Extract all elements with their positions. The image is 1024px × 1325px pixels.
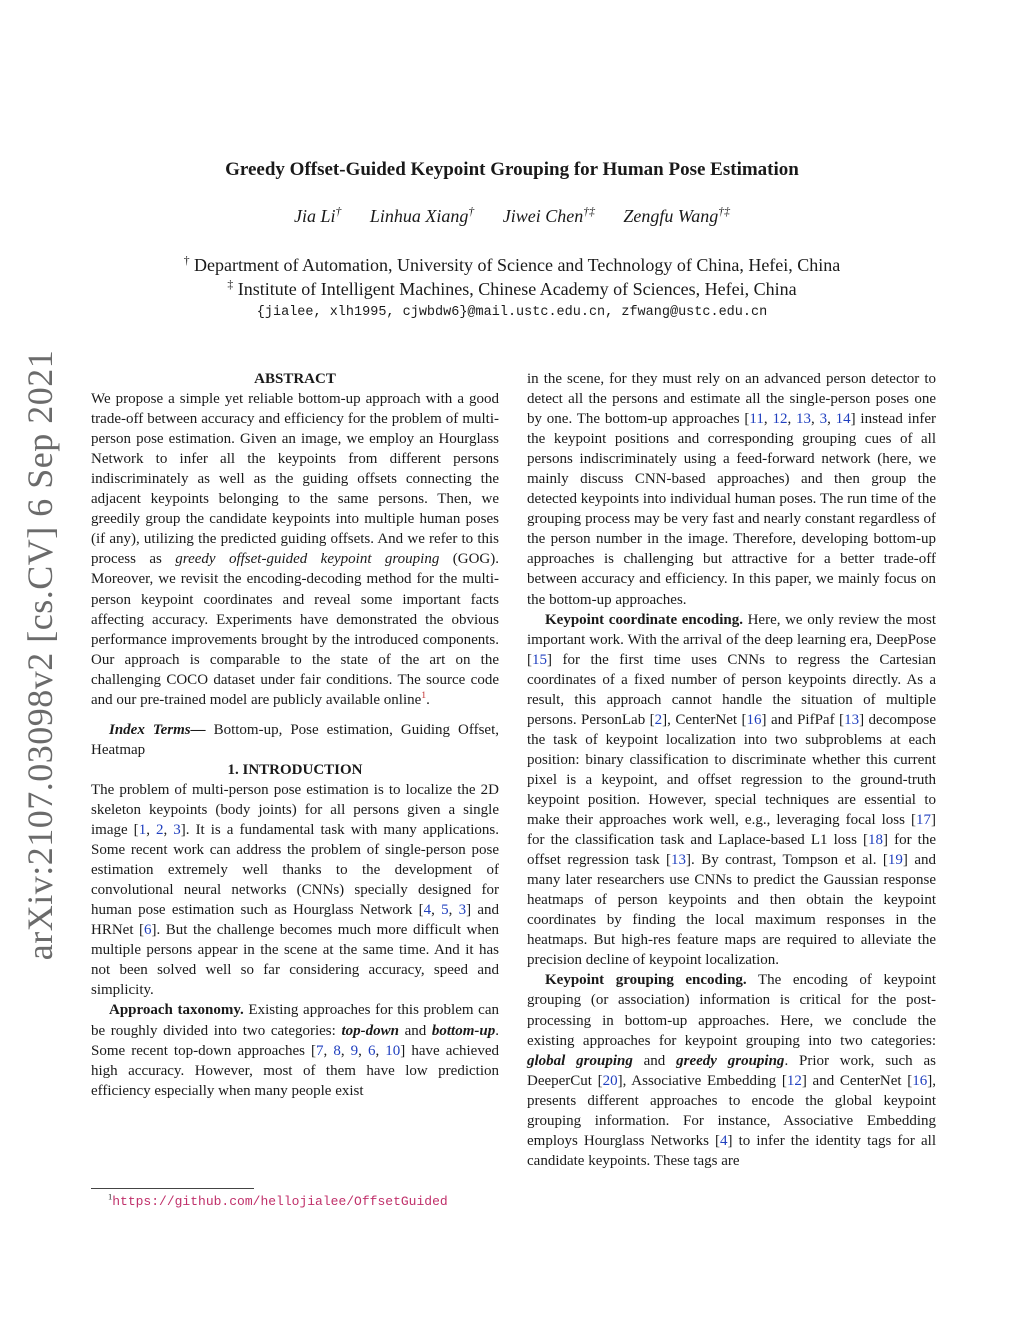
citation-link[interactable]: 13 — [671, 852, 687, 869]
citation-link[interactable]: 18 — [868, 832, 884, 849]
arxiv-stamp — [10, 349, 70, 961]
citation-link[interactable]: 5 — [441, 902, 449, 919]
citation-link[interactable]: 10 — [385, 1042, 401, 1059]
citation-link[interactable]: 12 — [786, 1072, 802, 1089]
right-column — [527, 369, 936, 1171]
citation-link[interactable]: 2 — [155, 822, 164, 839]
citation-link[interactable]: 6 — [144, 922, 152, 939]
citation-link[interactable]: 3 — [458, 902, 467, 919]
intro-paragraph: The problem of multi-person pose estimation is to localize the 2D skeleton keypoints (body joints) for all persons given a single image [1, 2, 3]. It is a fundamental task with many applications. Some recent work can address the problem of single-person pose estimation extremely well thanks to the development of convolutional neural networks (CNNs) specially designed for human pose estimation such as Hourglass Network [4, 5, 3] and HRNet [6]. But the challenge becomes much more difficult when multiple persons appear in the scene at the same time. And it has not been solved well so far considering accuracy, speed and simplicity. — [91, 781, 500, 999]
citation-link[interactable]: 2 — [654, 711, 663, 728]
abstract-text: We propose a simple yet reliable bottom-up approach with a good trade-off between accuracy and efficiency for the problem of multi-person pose estimation. Given an image, we employ an Hourglass Network to infer all the keypoints from different persons indiscriminately as well as the guiding offsets connecting the adjacent keypoints belonging to the same persons. Then, we greedily group the candidate keypoints into multiple human poses (if any), utilizing the predicted guiding offsets. And we refer to this process as greedy offset-guided keypoint grouping (GOG). Moreover, we revisit the encoding-decoding method for the multi-person keypoint coordinates and reveal some important facts affecting accuracy. Experiments have demonstrated the obvious performance improvements brought by the introduced components. Our approach is comparable to the state of the art on the challenging COCO dataset under fair conditions. The source code and our pre-trained model are publicly available online$^1$. — [91, 391, 499, 708]
citation-link[interactable]: 11 — [749, 411, 764, 428]
arxiv-id: arXiv:2107.03098v2 [cs.CV] 6 Sep 2021 — [20, 349, 61, 961]
affiliation: † Department of Automation, University of Science and Technology of China, Hefei, China — [183, 254, 841, 275]
citation-link[interactable]: 3 — [819, 411, 828, 428]
bottom-up-paragraph: in the scene, for they must rely on an advanced person detector to detect all the persons and estimate all the single-person poses one by one. The bottom-up approaches [11, 12, 13, 3, 14] instead infer the keypoint positions and corresponding grouping cues of all persons indiscriminately using a feed-forward network (here, we mainly discuss CNN-based approaches) and then group the detected keypoints into individual human poses. The run time of the grouping process may be very fast and nearly constant regardless of the person number in the image. Therefore, developing bottom-up approaches is challenging but attractive for a better trade-off between accuracy and efficiency. In this paper, we mainly focus on the bottom-up approaches. — [527, 371, 937, 608]
author: Zengfu Wang†‡ — [623, 205, 730, 226]
citation-link[interactable]: 8 — [333, 1042, 341, 1059]
citation-link[interactable]: 16 — [746, 711, 762, 728]
citation-link[interactable]: 15 — [532, 651, 547, 668]
footnote: $^1$https://github.com/hellojialee/OffsetGuided — [108, 1191, 448, 1209]
citation-link[interactable]: 6 — [367, 1042, 376, 1059]
citation-link[interactable]: 1 — [138, 822, 147, 839]
citation-link[interactable]: 12 — [772, 411, 788, 428]
footnote-url-link[interactable]: https://github.com/hellojialee/OffsetGuided — [112, 1194, 448, 1209]
author-list — [0, 206, 1024, 227]
citation-link[interactable]: 4 — [423, 902, 432, 919]
approach-taxonomy-paragraph: Approach taxonomy. Existing approaches for this problem can be roughly divided into two categories: top-down and bottom-up. Some recent top-down approaches [7, 8, 9, 6, 10] have achieved high accuracy. However, most of them have low prediction efficiency especially when many people exist — [91, 1002, 499, 1099]
index-terms: Index Terms— Bottom-up, Pose estimation, Guiding Offset, Heatmap — [91, 721, 499, 758]
author: Jiwei Chen†‡ — [502, 205, 595, 226]
citation-link[interactable]: 9 — [350, 1042, 359, 1059]
introduction-heading: 1. INTRODUCTION — [227, 761, 363, 778]
coordinate-encoding-paragraph: Keypoint coordinate encoding. Here, we only review the most important work. With the arrival of the deep learning era, DeepPose [15] for the first time uses CNNs to regress the Cartesian coordinates of a fixed number of person keypoints directly. As a result, this approach cannot handle the situation of multiple persons. PersonLab [2], CenterNet [16] and PifPaf [13] decompose the task of keypoint localization into two subproblems at each position: binary classification to discriminate whether this current pixel is a keypoint, and offset regression to the ground-truth keypoint position. However, special techniques are essential to make their approaches work well, e.g., leveraging focal loss [17] for the classification task and Laplace-based L1 loss [18] for the offset regression task [13]. By contrast, Tompson et al. [19] and many later researchers use CNNs to predict the Gaussian response heatmaps of person keypoints and then obtain the keypoint coordinates by finding the local maximum responses in the heatmaps. But high-res feature maps are required to alleviate the precision decline of keypoint localization. — [527, 611, 937, 969]
paper-title: Greedy Offset-Guided Keypoint Grouping for Human Pose Estimation — [225, 159, 799, 180]
citation-link[interactable]: 3 — [173, 822, 181, 839]
footnote-ref[interactable]: 1 — [421, 689, 427, 701]
citation-link[interactable]: 14 — [835, 411, 851, 428]
citation-link[interactable]: 17 — [916, 812, 931, 829]
citation-link[interactable]: 13 — [844, 711, 860, 728]
citation-link[interactable]: 4 — [720, 1132, 728, 1149]
citation-link[interactable]: 16 — [912, 1072, 928, 1089]
affiliation: ‡ Institute of Intelligent Machines, Chinese Academy of Sciences, Hefei, China — [227, 278, 797, 299]
citation-link[interactable]: 19 — [887, 852, 903, 869]
citation-link[interactable]: 13 — [796, 411, 811, 428]
grouping-encoding-paragraph: Keypoint grouping encoding. The encoding of keypoint grouping (or association) information is critical for the post-processing in bottom-up approaches. Here, we conclude the existing approaches for keypoint grouping into two categories: global grouping and greedy grouping. Prior work, such as DeeperCut [20], Associative Embedding [12] and CenterNet [16], presents different approaches to encode the global keypoint grouping information. For instance, Associative Embedding employs Hourglass Networks [4] to infer the identity tags for all candidate keypoints. These tags are — [527, 972, 936, 1169]
left-column — [91, 369, 499, 1101]
citation-link[interactable]: 7 — [316, 1042, 324, 1059]
footnote-rule — [91, 1188, 254, 1189]
abstract-heading: ABSTRACT — [254, 371, 336, 387]
author: Linhua Xiang† — [369, 205, 475, 226]
author: Jia Li† — [294, 205, 342, 226]
author-emails: {jialee, xlh1995, cjwbdw6}@mail.ustc.edu.cn, zfwang@ustc.edu.cn — [256, 305, 768, 320]
citation-link[interactable]: 20 — [602, 1072, 618, 1089]
